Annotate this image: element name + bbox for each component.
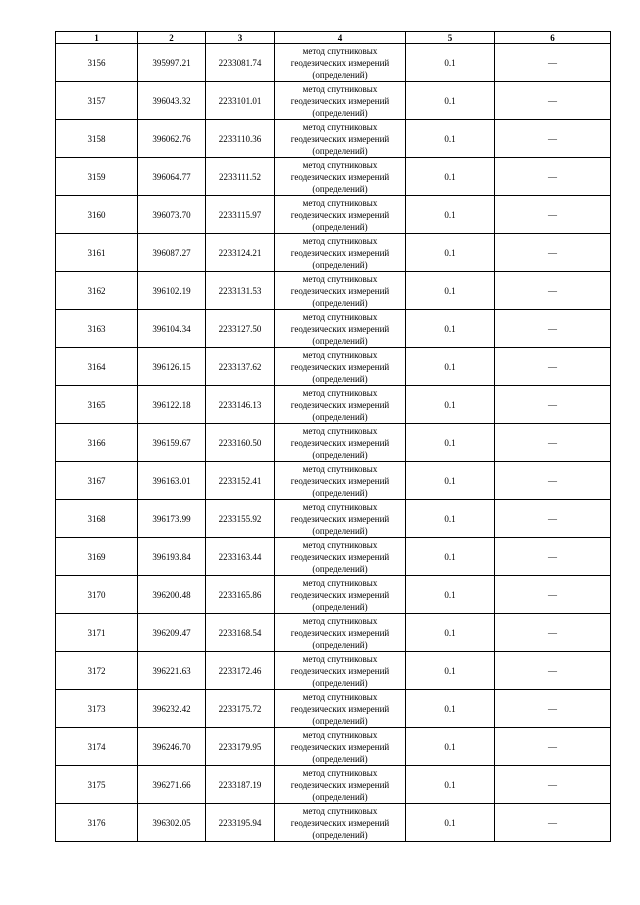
method-cell (275, 500, 406, 538)
y-coordinate-cell: 2233111.52 (206, 158, 275, 196)
x-coordinate-cell: 396271.66 (138, 766, 206, 804)
method-line: метод спутниковых (302, 729, 378, 740)
point-number-cell: 3159 (56, 158, 138, 196)
y-coordinate-cell: 2233172.46 (206, 652, 275, 690)
y-coordinate-cell: 2233155.92 (206, 500, 275, 538)
method-cell (275, 196, 406, 234)
method-line: геодезических измерений (290, 247, 390, 258)
y-coordinate-cell: 2233165.86 (206, 576, 275, 614)
method-line: метод спутниковых (302, 501, 378, 512)
point-number-cell: 3158 (56, 120, 138, 158)
table-row (56, 766, 611, 804)
x-coordinate-cell: 396073.70 (138, 196, 206, 234)
accuracy-cell: 0.1 (406, 348, 495, 386)
method-line: (определений) (312, 373, 368, 384)
x-coordinate-cell: 396159.67 (138, 424, 206, 462)
y-coordinate-cell: 2233137.62 (206, 348, 275, 386)
method-cell (275, 82, 406, 120)
column-header-5: 5 (406, 32, 495, 44)
y-coordinate-cell: 2233081.74 (206, 44, 275, 82)
column-header-3: 3 (206, 32, 275, 44)
x-coordinate-cell: 396302.05 (138, 804, 206, 842)
method-line: метод спутниковых (302, 767, 378, 778)
method-line: метод спутниковых (302, 577, 378, 588)
accuracy-cell: 0.1 (406, 44, 495, 82)
method-cell (275, 310, 406, 348)
table-row (56, 196, 611, 234)
method-line: (определений) (312, 145, 368, 156)
method-cell (275, 462, 406, 500)
table-row (56, 82, 611, 120)
note-cell: — (495, 500, 611, 538)
y-coordinate-cell: 2233146.13 (206, 386, 275, 424)
y-coordinate-cell: 2233175.72 (206, 690, 275, 728)
table-row (56, 234, 611, 272)
accuracy-cell: 0.1 (406, 652, 495, 690)
method-line: метод спутниковых (302, 463, 378, 474)
table-row (56, 158, 611, 196)
method-line: метод спутниковых (302, 425, 378, 436)
table-row (56, 538, 611, 576)
x-coordinate-cell: 396173.99 (138, 500, 206, 538)
note-cell: — (495, 234, 611, 272)
note-cell: — (495, 614, 611, 652)
method-line: метод спутниковых (302, 387, 378, 398)
x-coordinate-cell: 396122.18 (138, 386, 206, 424)
method-line: метод спутниковых (302, 197, 378, 208)
table-row (56, 804, 611, 842)
x-coordinate-cell: 396200.48 (138, 576, 206, 614)
method-line: (определений) (312, 69, 368, 80)
method-line: геодезических измерений (290, 209, 390, 220)
point-number-cell: 3174 (56, 728, 138, 766)
point-number-cell: 3160 (56, 196, 138, 234)
note-cell: — (495, 424, 611, 462)
method-line: (определений) (312, 753, 368, 764)
point-number-cell: 3169 (56, 538, 138, 576)
point-number-cell: 3157 (56, 82, 138, 120)
column-header-6: 6 (495, 32, 611, 44)
x-coordinate-cell: 396104.34 (138, 310, 206, 348)
accuracy-cell: 0.1 (406, 576, 495, 614)
method-line: (определений) (312, 677, 368, 688)
accuracy-cell: 0.1 (406, 158, 495, 196)
x-coordinate-cell: 396246.70 (138, 728, 206, 766)
table-row (56, 44, 611, 82)
x-coordinate-cell: 396087.27 (138, 234, 206, 272)
method-line: геодезических измерений (290, 551, 390, 562)
accuracy-cell: 0.1 (406, 614, 495, 652)
method-line: метод спутниковых (302, 121, 378, 132)
note-cell: — (495, 196, 611, 234)
method-cell (275, 614, 406, 652)
table-row (56, 272, 611, 310)
method-line: метод спутниковых (302, 45, 378, 56)
table-row (56, 500, 611, 538)
x-coordinate-cell: 396163.01 (138, 462, 206, 500)
x-coordinate-cell: 396232.42 (138, 690, 206, 728)
y-coordinate-cell: 2233152.41 (206, 462, 275, 500)
note-cell: — (495, 44, 611, 82)
x-coordinate-cell: 396126.15 (138, 348, 206, 386)
method-line: (определений) (312, 525, 368, 536)
table-row (56, 424, 611, 462)
method-cell (275, 690, 406, 728)
note-cell: — (495, 386, 611, 424)
y-coordinate-cell: 2233110.36 (206, 120, 275, 158)
method-line: (определений) (312, 639, 368, 650)
note-cell: — (495, 348, 611, 386)
accuracy-cell: 0.1 (406, 234, 495, 272)
table-row (56, 348, 611, 386)
method-line: геодезических измерений (290, 285, 390, 296)
method-cell (275, 652, 406, 690)
table-row (56, 614, 611, 652)
table-row (56, 576, 611, 614)
accuracy-cell: 0.1 (406, 310, 495, 348)
method-line: геодезических измерений (290, 323, 390, 334)
method-line: (определений) (312, 791, 368, 802)
note-cell: — (495, 766, 611, 804)
point-number-cell: 3170 (56, 576, 138, 614)
method-line: (определений) (312, 563, 368, 574)
point-number-cell: 3163 (56, 310, 138, 348)
table-body (56, 44, 611, 842)
y-coordinate-cell: 2233168.54 (206, 614, 275, 652)
method-line: метод спутниковых (302, 235, 378, 246)
method-line: геодезических измерений (290, 589, 390, 600)
method-line: метод спутниковых (302, 83, 378, 94)
x-coordinate-cell: 396062.76 (138, 120, 206, 158)
column-header-2: 2 (138, 32, 206, 44)
method-cell (275, 766, 406, 804)
method-line: метод спутниковых (302, 691, 378, 702)
method-cell (275, 120, 406, 158)
point-number-cell: 3164 (56, 348, 138, 386)
x-coordinate-cell: 396102.19 (138, 272, 206, 310)
method-cell (275, 424, 406, 462)
accuracy-cell: 0.1 (406, 462, 495, 500)
method-cell (275, 348, 406, 386)
accuracy-cell: 0.1 (406, 690, 495, 728)
accuracy-cell: 0.1 (406, 538, 495, 576)
point-number-cell: 3176 (56, 804, 138, 842)
note-cell: — (495, 310, 611, 348)
note-cell: — (495, 804, 611, 842)
method-line: метод спутниковых (302, 539, 378, 550)
method-line: (определений) (312, 297, 368, 308)
note-cell: — (495, 120, 611, 158)
method-line: метод спутниковых (302, 805, 378, 816)
method-line: геодезических измерений (290, 361, 390, 372)
y-coordinate-cell: 2233124.21 (206, 234, 275, 272)
method-cell (275, 576, 406, 614)
y-coordinate-cell: 2233127.50 (206, 310, 275, 348)
method-line: геодезических измерений (290, 817, 390, 828)
method-cell (275, 44, 406, 82)
accuracy-cell: 0.1 (406, 82, 495, 120)
accuracy-cell: 0.1 (406, 120, 495, 158)
column-header-4: 4 (275, 32, 406, 44)
method-line: геодезических измерений (290, 399, 390, 410)
method-line: геодезических измерений (290, 437, 390, 448)
method-line: (определений) (312, 715, 368, 726)
point-number-cell: 3156 (56, 44, 138, 82)
y-coordinate-cell: 2233195.94 (206, 804, 275, 842)
method-line: (определений) (312, 411, 368, 422)
point-number-cell: 3173 (56, 690, 138, 728)
method-cell (275, 234, 406, 272)
note-cell: — (495, 82, 611, 120)
note-cell: — (495, 576, 611, 614)
table-row (56, 120, 611, 158)
point-number-cell: 3166 (56, 424, 138, 462)
table-row (56, 462, 611, 500)
table-row (56, 386, 611, 424)
method-line: геодезических измерений (290, 95, 390, 106)
method-line: (определений) (312, 183, 368, 194)
accuracy-cell: 0.1 (406, 804, 495, 842)
x-coordinate-cell: 396193.84 (138, 538, 206, 576)
method-line: метод спутниковых (302, 615, 378, 626)
method-line: геодезических измерений (290, 665, 390, 676)
method-line: метод спутниковых (302, 311, 378, 322)
header-row (56, 32, 611, 44)
table-row (56, 728, 611, 766)
note-cell: — (495, 158, 611, 196)
method-line: метод спутниковых (302, 273, 378, 284)
point-number-cell: 3175 (56, 766, 138, 804)
y-coordinate-cell: 2233101.01 (206, 82, 275, 120)
point-number-cell: 3168 (56, 500, 138, 538)
note-cell: — (495, 690, 611, 728)
method-cell (275, 386, 406, 424)
note-cell: — (495, 462, 611, 500)
method-cell (275, 538, 406, 576)
method-line: геодезических измерений (290, 703, 390, 714)
method-cell (275, 728, 406, 766)
method-line: геодезических измерений (290, 57, 390, 68)
accuracy-cell: 0.1 (406, 424, 495, 462)
method-line: геодезических измерений (290, 627, 390, 638)
table-header (56, 32, 611, 44)
method-line: метод спутниковых (302, 653, 378, 664)
method-line: метод спутниковых (302, 159, 378, 170)
method-line: геодезических измерений (290, 133, 390, 144)
method-line: геодезических измерений (290, 741, 390, 752)
y-coordinate-cell: 2233187.19 (206, 766, 275, 804)
method-line: геодезических измерений (290, 171, 390, 182)
accuracy-cell: 0.1 (406, 196, 495, 234)
method-cell (275, 158, 406, 196)
point-number-cell: 3171 (56, 614, 138, 652)
accuracy-cell: 0.1 (406, 386, 495, 424)
method-line: (определений) (312, 487, 368, 498)
method-line: (определений) (312, 107, 368, 118)
x-coordinate-cell: 396209.47 (138, 614, 206, 652)
point-number-cell: 3161 (56, 234, 138, 272)
x-coordinate-cell: 396064.77 (138, 158, 206, 196)
note-cell: — (495, 538, 611, 576)
method-line: (определений) (312, 601, 368, 612)
y-coordinate-cell: 2233160.50 (206, 424, 275, 462)
note-cell: — (495, 652, 611, 690)
point-number-cell: 3165 (56, 386, 138, 424)
method-line: (определений) (312, 335, 368, 346)
accuracy-cell: 0.1 (406, 272, 495, 310)
method-line: геодезических измерений (290, 779, 390, 790)
method-line: геодезических измерений (290, 513, 390, 524)
point-number-cell: 3167 (56, 462, 138, 500)
method-cell (275, 804, 406, 842)
y-coordinate-cell: 2233179.95 (206, 728, 275, 766)
accuracy-cell: 0.1 (406, 500, 495, 538)
method-line: метод спутниковых (302, 349, 378, 360)
accuracy-cell: 0.1 (406, 728, 495, 766)
y-coordinate-cell: 2233163.44 (206, 538, 275, 576)
table-row (56, 310, 611, 348)
x-coordinate-cell: 396221.63 (138, 652, 206, 690)
method-line: (определений) (312, 259, 368, 270)
note-cell: — (495, 272, 611, 310)
table-row (56, 652, 611, 690)
method-line: (определений) (312, 221, 368, 232)
method-cell (275, 272, 406, 310)
accuracy-cell: 0.1 (406, 766, 495, 804)
coordinates-table (55, 31, 611, 842)
method-line: (определений) (312, 449, 368, 460)
x-coordinate-cell: 396043.32 (138, 82, 206, 120)
method-line: геодезических измерений (290, 475, 390, 486)
y-coordinate-cell: 2233115.97 (206, 196, 275, 234)
column-header-1: 1 (56, 32, 138, 44)
point-number-cell: 3172 (56, 652, 138, 690)
y-coordinate-cell: 2233131.53 (206, 272, 275, 310)
table-row (56, 690, 611, 728)
method-line: (определений) (312, 829, 368, 840)
note-cell: — (495, 728, 611, 766)
point-number-cell: 3162 (56, 272, 138, 310)
x-coordinate-cell: 395997.21 (138, 44, 206, 82)
